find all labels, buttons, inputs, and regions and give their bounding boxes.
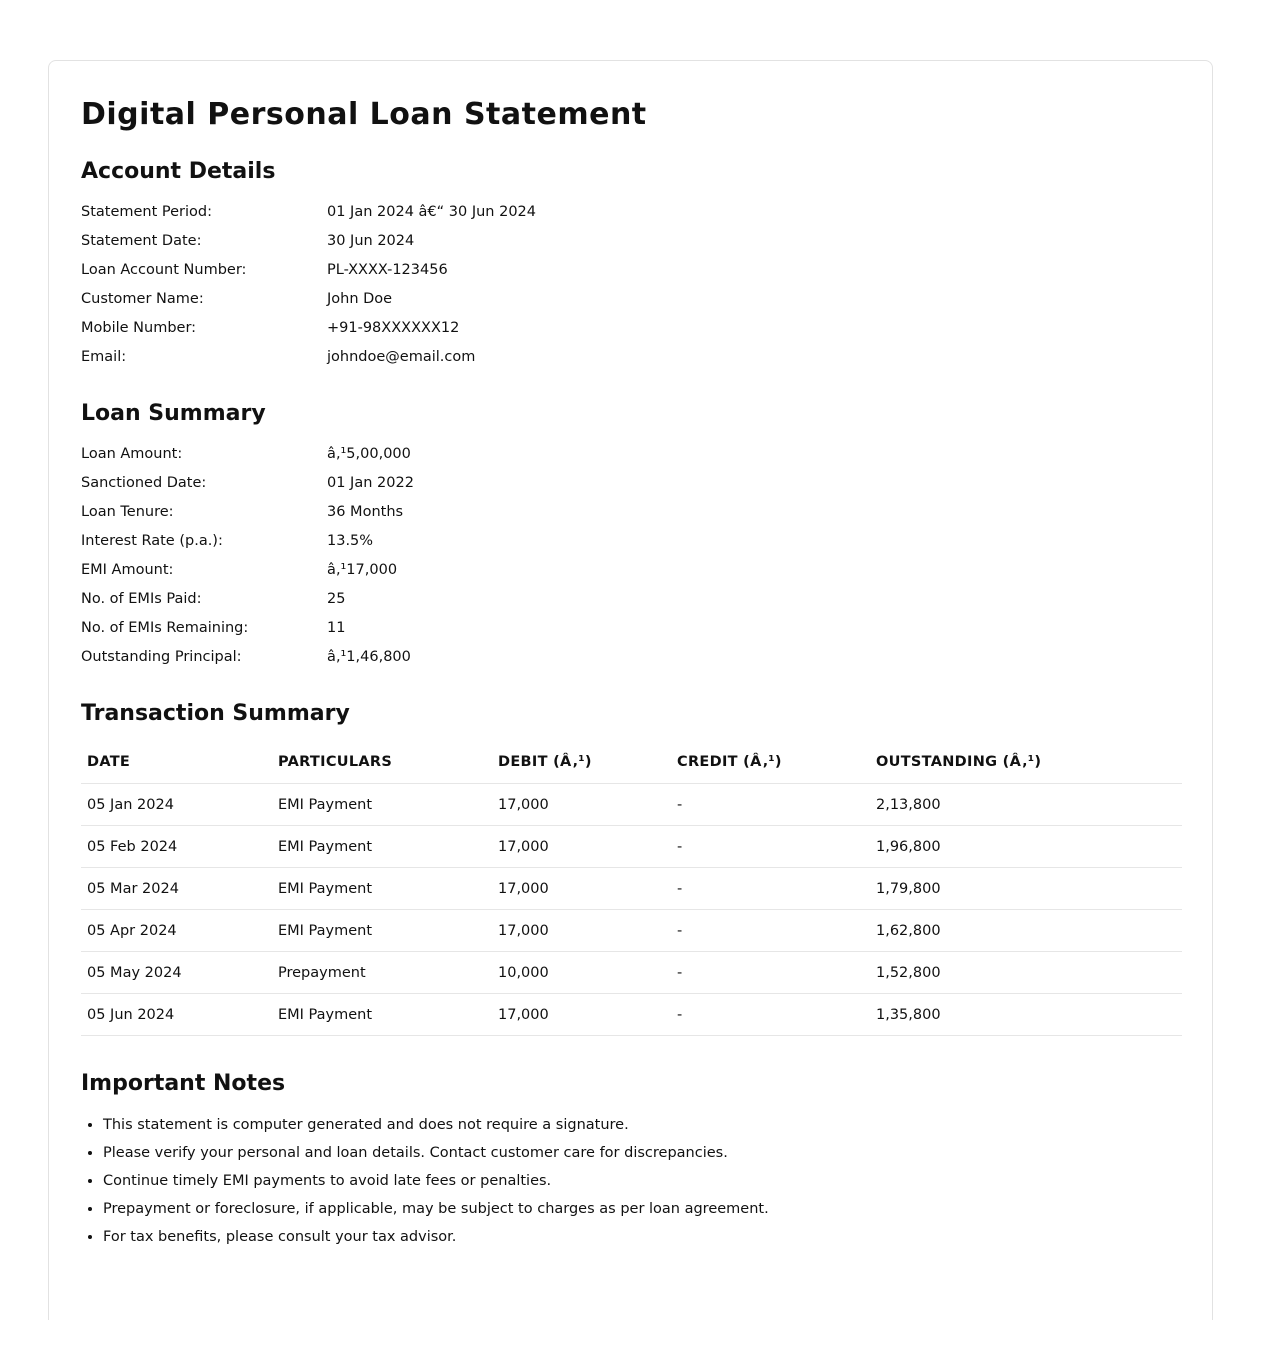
- loan-summary-row: [81, 439, 781, 468]
- loan-summary-heading: Loan Summary: [81, 401, 266, 426]
- cell-credit: -: [671, 910, 870, 952]
- detail-label: Mobile Number:: [81, 319, 197, 336]
- table-row: [81, 784, 1182, 826]
- cell-debit: 10,000: [492, 952, 671, 994]
- summary-label: Interest Rate (p.a.):: [81, 532, 223, 549]
- cell-particulars: EMI Payment: [272, 826, 492, 868]
- cell-particulars: EMI Payment: [272, 784, 492, 826]
- detail-value: johndoe@email.com: [327, 348, 476, 365]
- account-details-list: [81, 197, 781, 371]
- detail-label: Loan Account Number:: [81, 261, 247, 278]
- column-header-particulars: PARTICULARS: [272, 741, 492, 784]
- transaction-table: [81, 741, 1182, 1036]
- loan-summary-row: [81, 555, 781, 584]
- loan-summary-row: [81, 584, 781, 613]
- summary-value: 13.5%: [327, 532, 374, 549]
- table-row: [81, 826, 1182, 868]
- cell-outstanding: 1,52,800: [870, 952, 1182, 994]
- column-header-date: DATE: [81, 741, 272, 784]
- summary-label: No. of EMIs Paid:: [81, 590, 202, 607]
- cell-outstanding: 2,13,800: [870, 784, 1182, 826]
- statement-card: [48, 60, 1213, 1320]
- summary-value: â‚¹5,00,000: [327, 445, 411, 462]
- cell-particulars: EMI Payment: [272, 868, 492, 910]
- list-item: • Continue timely EMI payments to avoid late fees or penalties.: [103, 1167, 769, 1195]
- column-header-debit: DEBIT (Â‚¹): [492, 741, 671, 784]
- table-row: [81, 910, 1182, 952]
- summary-value: â‚¹1,46,800: [327, 648, 411, 665]
- list-item: • This statement is computer generated and does not require a signature.: [103, 1111, 769, 1139]
- page-title: Digital Personal Loan Statement: [81, 97, 647, 132]
- cell-outstanding: 1,62,800: [870, 910, 1182, 952]
- summary-value: 01 Jan 2022: [327, 474, 414, 491]
- cell-debit: 17,000: [492, 784, 671, 826]
- transaction-summary-heading: Transaction Summary: [81, 701, 350, 726]
- cell-date: 05 Jan 2024: [81, 784, 272, 826]
- cell-credit: -: [671, 784, 870, 826]
- cell-credit: -: [671, 826, 870, 868]
- detail-label: Statement Date:: [81, 232, 202, 249]
- summary-value: â‚¹17,000: [327, 561, 398, 578]
- summary-value: 36 Months: [327, 503, 404, 520]
- table-row: [81, 868, 1182, 910]
- account-detail-row: [81, 313, 781, 342]
- table-header-row: [81, 741, 1182, 784]
- cell-particulars: EMI Payment: [272, 910, 492, 952]
- notes-list: [81, 1111, 769, 1251]
- account-detail-row: [81, 197, 781, 226]
- account-detail-row: [81, 342, 781, 371]
- detail-label: Email:: [81, 348, 127, 365]
- cell-debit: 17,000: [492, 910, 671, 952]
- summary-label: EMI Amount:: [81, 561, 174, 578]
- cell-outstanding: 1,79,800: [870, 868, 1182, 910]
- table-row: [81, 952, 1182, 994]
- cell-date: 05 Apr 2024: [81, 910, 272, 952]
- loan-summary-row: [81, 642, 781, 671]
- cell-date: 05 May 2024: [81, 952, 272, 994]
- cell-date: 05 Feb 2024: [81, 826, 272, 868]
- important-notes-heading: Important Notes: [81, 1071, 286, 1096]
- detail-label: Customer Name:: [81, 290, 204, 307]
- account-detail-row: [81, 284, 781, 313]
- list-item: • For tax benefits, please consult your tax advisor.: [103, 1223, 769, 1251]
- cell-credit: -: [671, 868, 870, 910]
- summary-label: No. of EMIs Remaining:: [81, 619, 249, 636]
- detail-value: 01 Jan 2024 â€“ 30 Jun 2024: [327, 203, 536, 220]
- summary-value: 11: [327, 619, 346, 636]
- cell-credit: -: [671, 994, 870, 1036]
- summary-value: 25: [327, 590, 346, 607]
- column-header-outstanding: OUTSTANDING (Â‚¹): [870, 741, 1182, 784]
- detail-label: Statement Period:: [81, 203, 213, 220]
- account-detail-row: [81, 226, 781, 255]
- list-item: • Please verify your personal and loan details. Contact customer care for discrepancies.: [103, 1139, 769, 1167]
- summary-label: Outstanding Principal:: [81, 648, 242, 665]
- summary-label: Loan Amount:: [81, 445, 183, 462]
- cell-debit: 17,000: [492, 994, 671, 1036]
- cell-outstanding: 1,96,800: [870, 826, 1182, 868]
- list-item: • Prepayment or foreclosure, if applicable, may be subject to charges as per loan agreement.: [103, 1195, 769, 1223]
- cell-date: 05 Jun 2024: [81, 994, 272, 1036]
- account-details-heading: Account Details: [81, 159, 276, 184]
- cell-particulars: Prepayment: [272, 952, 492, 994]
- detail-value: 30 Jun 2024: [327, 232, 415, 249]
- loan-summary-row: [81, 526, 781, 555]
- cell-credit: -: [671, 952, 870, 994]
- detail-value: +91-98XXXXXX12: [327, 319, 460, 336]
- cell-debit: 17,000: [492, 868, 671, 910]
- account-detail-row: [81, 255, 781, 284]
- cell-date: 05 Mar 2024: [81, 868, 272, 910]
- cell-debit: 17,000: [492, 826, 671, 868]
- summary-label: Sanctioned Date:: [81, 474, 207, 491]
- loan-summary-row: [81, 468, 781, 497]
- detail-value: John Doe: [327, 290, 393, 307]
- cell-particulars: EMI Payment: [272, 994, 492, 1036]
- detail-value: PL-XXXX-123456: [327, 261, 448, 278]
- cell-outstanding: 1,35,800: [870, 994, 1182, 1036]
- summary-label: Loan Tenure:: [81, 503, 174, 520]
- loan-summary-list: [81, 439, 781, 671]
- table-row: [81, 994, 1182, 1036]
- column-header-credit: CREDIT (Â‚¹): [671, 741, 870, 784]
- loan-summary-row: [81, 613, 781, 642]
- loan-summary-row: [81, 497, 781, 526]
